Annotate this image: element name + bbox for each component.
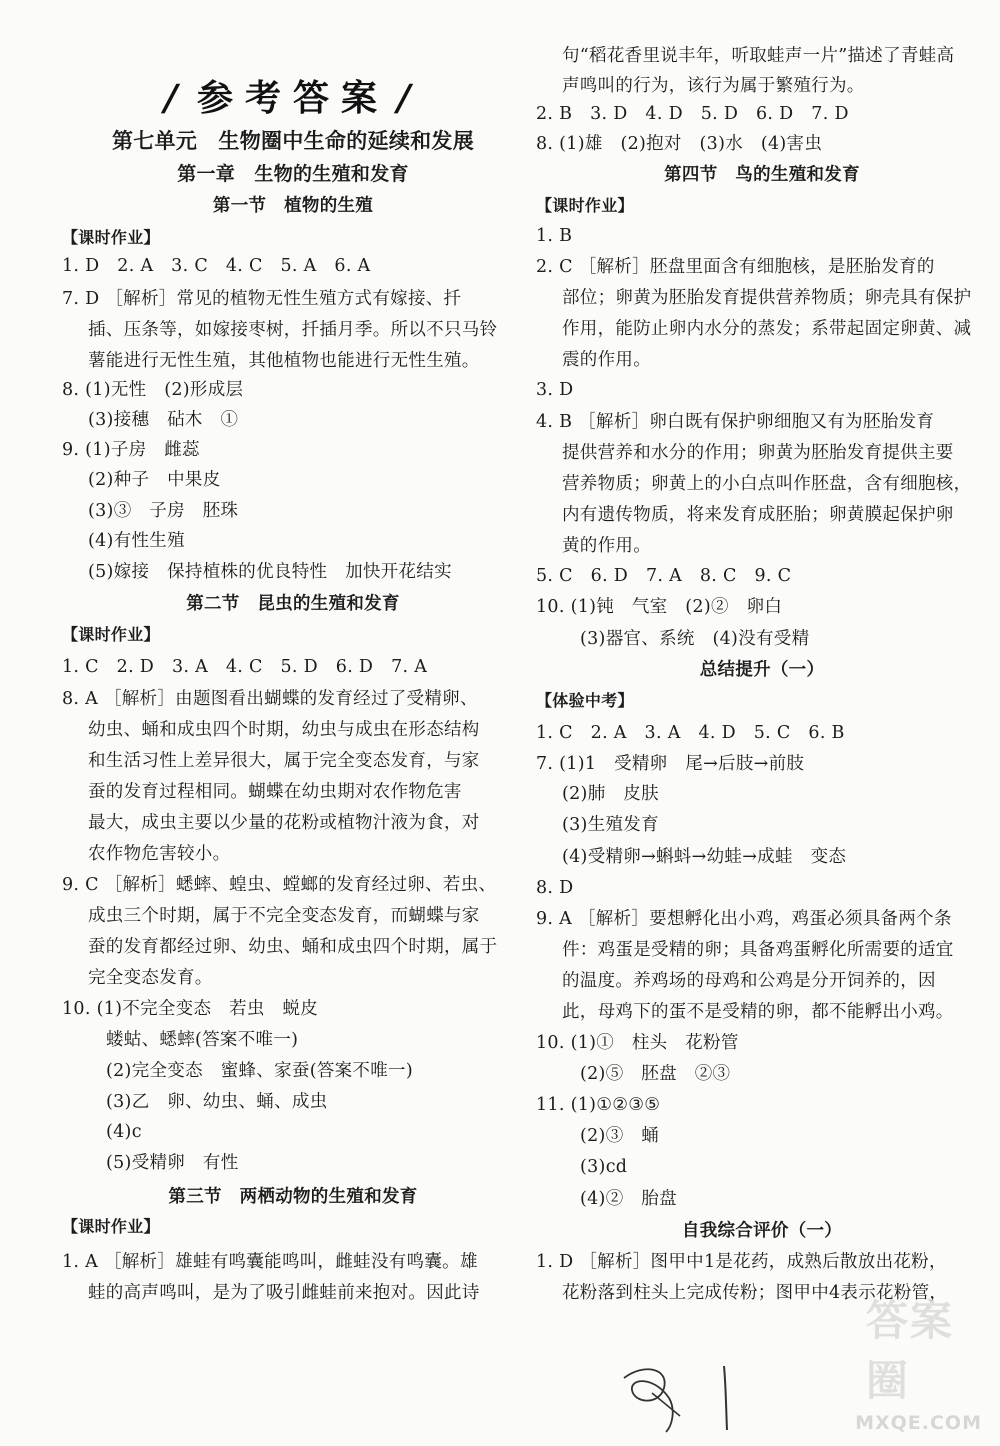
section-heading: 第一章 生物的生殖和发育 (177, 163, 409, 185)
handwritten-mark (614, 1358, 744, 1438)
answer-line: 9. C ［解析］蟋蟀、蝗虫、螳螂的发育经过卵、若虫、 (62, 875, 497, 895)
answer-line: (2)③ 蛹 (580, 1126, 660, 1146)
answer-line: (4)c (106, 1122, 142, 1142)
answer-line: (3)乙 卵、幼虫、蛹、成虫 (106, 1092, 328, 1112)
answer-line: 声鸣叫的行为，该行为属于繁殖行为。 (562, 76, 865, 96)
answer-line: (2)完全变态 蜜蜂、家蚕(答案不唯一) (106, 1061, 413, 1081)
answer-line: 营养物质；卵黄上的小白点叫作胚盘，含有细胞核， (562, 474, 972, 494)
answer-line: 薯能进行无性生殖，其他植物也能进行无性生殖。 (88, 351, 480, 371)
answer-line: 黄的作用。 (562, 536, 651, 556)
answer-line: 1. A ［解析］雄蛙有鸣囊能鸣叫，雌蛙没有鸣囊。雄 (62, 1252, 478, 1272)
answer-line: 2. B 3. D 4. D 5. D 6. D 7. D (536, 104, 849, 124)
answer-line: (4)有性生殖 (88, 531, 185, 551)
answer-line: 此，母鸡下的蛋不是受精的卵，都不能孵出小鸡。 (562, 1002, 954, 1022)
answer-line: 蚕的发育都经过卵、幼虫、蛹和成虫四个时期，属于 (88, 937, 498, 957)
answer-line: 9. A ［解析］要想孵化出小鸡，鸡蛋必须具备两个条 (536, 909, 952, 929)
answer-line: 农作物危害较小。 (88, 844, 231, 864)
answer-line: 1. C 2. A 3. A 4. D 5. C 6. B (536, 723, 845, 743)
section-tag: 【课时作业】 (62, 1217, 160, 1236)
answer-line: 9. (1)子房 雌蕊 (62, 440, 200, 460)
answer-line: 1. B (536, 226, 573, 246)
answer-line: 10. (1)钝 气室 (2)② 卵白 (536, 597, 783, 617)
answer-line: 8. (1)无性 (2)形成层 (62, 380, 244, 400)
answer-line: (3)③ 子房 胚珠 (88, 501, 239, 521)
section-heading: 第七单元 生物圈中生命的延续和发展 (111, 129, 475, 153)
answer-line: 成虫三个时期，属于不完全变态发育，而蝴蝶与家 (88, 906, 480, 926)
answer-line: (3)cd (580, 1157, 628, 1177)
section-heading: 第一节 植物的生殖 (212, 196, 374, 216)
answer-line: 内有遗传物质，将来发育成胚胎；卵黄膜起保护卵 (562, 505, 954, 525)
answer-line: 完全变态发育。 (88, 968, 213, 988)
answer-line: 幼虫、蛹和成虫四个时期，幼虫与成虫在形态结构 (88, 720, 480, 740)
answer-line: 插、压条等，如嫁接枣树，扦插月季。所以不只马铃 (88, 320, 498, 340)
section-heading: 自我综合评价（一） (681, 1221, 843, 1241)
answer-line: (4)② 胎盘 (580, 1189, 677, 1209)
answer-line: 3. D (536, 380, 574, 400)
answer-line: 1. D 2. A 3. C 4. C 5. A 6. A (62, 256, 371, 276)
section-tag: 【体验中考】 (536, 691, 634, 710)
answer-line: (2)种子 中果皮 (88, 470, 221, 490)
answer-line: 1. C 2. D 3. A 4. C 5. D 6. D 7. A (62, 657, 428, 677)
section-heading: 第四节 鸟的生殖和发育 (664, 165, 860, 185)
answer-line: 震的作用。 (562, 350, 651, 370)
section-tag: 【课时作业】 (62, 625, 160, 644)
answer-line: 件：鸡蛋是受精的卵；具备鸡蛋孵化所需要的适宜 (562, 940, 954, 960)
page-title (62, 70, 524, 121)
watermark-url: MXQE.COM (855, 1412, 982, 1434)
answer-line: 花粉落到柱头上完成传粉；图甲中4表示花粉管， (562, 1283, 948, 1303)
answer-line: 8. (1)雄 (2)抱对 (3)水 (4)害虫 (536, 134, 823, 154)
answer-line: 11. (1)①②③⑤ (536, 1095, 661, 1115)
watermark (855, 1296, 994, 1442)
answer-line: 部位；卵黄为胚胎发育提供营养物质；卵壳具有保护 (562, 288, 972, 308)
answer-line: 句“稻花香里说丰年，听取蛙声一片”描述了青蛙高 (562, 46, 955, 66)
answer-line: 蝼蛄、蟋蟀(答案不唯一) (106, 1030, 299, 1050)
answer-line: (4)受精卵→蝌蚪→幼蛙→成蛙 变态 (562, 847, 847, 867)
answer-line: (5)嫁接 保持植株的优良特性 加快开花结实 (88, 562, 452, 582)
answer-line: 5. C 6. D 7. A 8. C 9. C (536, 566, 792, 586)
watermark-logo: 答案圈 (866, 1296, 955, 1405)
answer-line: 和生活习性上差异很大，属于完全变态发育，与家 (88, 751, 480, 771)
answer-line: 的温度。养鸡场的母鸡和公鸡是分开饲养的，因 (562, 971, 936, 991)
answer-line: 作用，能防止卵内水分的蒸发；系带起固定卵黄、减 (562, 319, 972, 339)
answer-line: 7. D ［解析］常见的植物无性生殖方式有嫁接、扦 (62, 289, 462, 309)
title-slash-left: / (159, 78, 194, 119)
answer-line: 1. D ［解析］图甲中1是花药，成熟后散放出花粉， (536, 1252, 947, 1272)
section-heading: 第二节 昆虫的生殖和发育 (186, 594, 400, 614)
answer-line: (5)受精卵 有性 (106, 1153, 239, 1173)
answer-line: (3)生殖发育 (562, 815, 659, 835)
answer-line: 蛙的高声鸣叫，是为了吸引雌蛙前来抱对。因此诗 (88, 1283, 480, 1303)
section-tag: 【课时作业】 (536, 196, 634, 215)
title-slash-right: / (392, 78, 427, 119)
answer-line: 4. B ［解析］卵白既有保护卵细胞又有为胚胎发育 (536, 412, 935, 432)
answer-line: 10. (1)不完全变态 若虫 蜕皮 (62, 999, 319, 1019)
answer-line: 提供营养和水分的作用；卵黄为胚胎发育提供主要 (562, 443, 954, 463)
section-heading: 总结提升（一） (699, 660, 825, 680)
answer-line: 最大，成虫主要以少量的花粉或植物汁液为食，对 (88, 813, 480, 833)
section-tag: 【课时作业】 (62, 228, 160, 247)
answer-line: (3)器官、系统 (4)没有受精 (580, 629, 810, 649)
section-heading: 第三节 两栖动物的生殖和发育 (168, 1187, 418, 1207)
answer-line: 7. (1)1 受精卵 尾→后肢→前肢 (536, 754, 805, 774)
title-text: 参考答案 (196, 78, 389, 119)
answer-line: 2. C ［解析］胚盘里面含有细胞核，是胚胎发育的 (536, 257, 935, 277)
answer-line: 10. (1)① 柱头 花粉管 (536, 1033, 739, 1053)
answer-line: 8. A ［解析］由题图看出蝴蝶的发育经过了受精卵、 (62, 689, 478, 709)
answer-line: (3)接穗 砧木 ① (88, 410, 239, 430)
answer-line: 蚕的发育过程相同。蝴蝶在幼虫期对农作物危害 (88, 782, 462, 802)
answer-line: (2)肺 皮肤 (562, 784, 659, 804)
answer-line: (2)⑤ 胚盘 ②③ (580, 1064, 731, 1084)
answer-line: 8. D (536, 878, 574, 898)
